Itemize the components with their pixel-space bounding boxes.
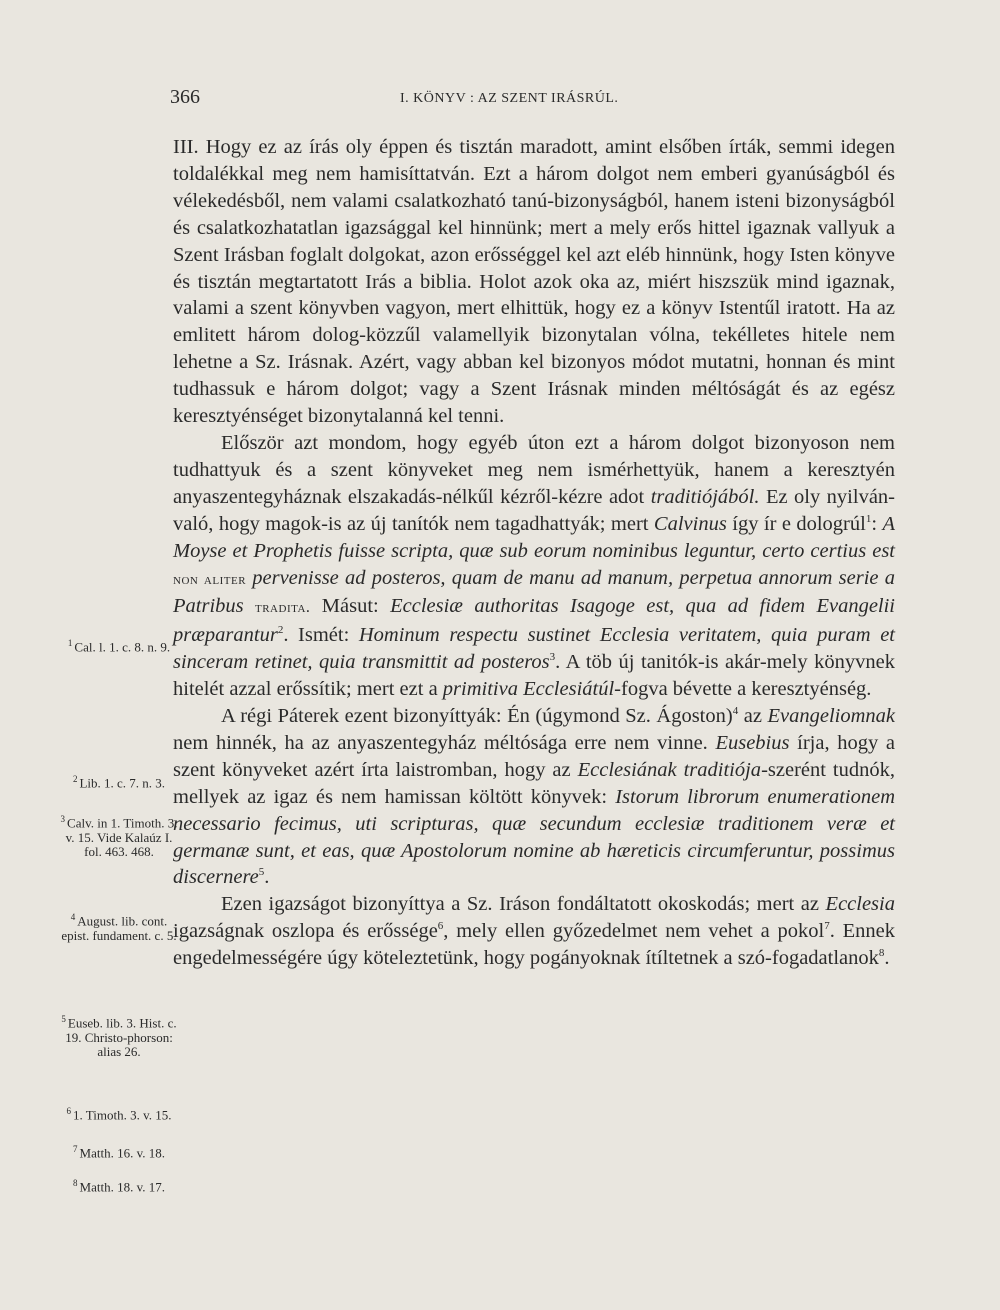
paragraph-1: III. Hogy ez az írás oly éppen és tisztán maradott, amint elsőben írták, semmi idegen toldalékkal meg nem hamisíttatván. Ezt a három dolgot nem emberi gyanúságból és vélekedésből, nem valami csalatkozható tanú-bizonyságból, hanem isteni bizonyságból és csalatkozhatatlan igazsággal kel hinnünk; mert a mely erős hittel igaznak vallyuk a Szent Irásban foglalt dolgokat, azon erősséggel kel azt eléb hinnünk, hogy Isten könyve és tisztán megtartatott Irás a biblia. Holot azok oka az, miért hiszszük mind igaznak, valami a szent könyvben vagyon, mert elhittük, hogy ez a könyv Istentűl iratott. Ha az emlitett három dolog-közzűl valamellyik bizonytalan vólna, tekélletes hitele nem lehetne a Sz. Irásnak. Azért, vagy abban kel bizonyos módot mutatni, honnan és mint tudhassuk e három dolgot; vagy a Szent Irásnak minden méltóságát és az egész keresztyénséget bizonytalanná kel tenni.: [173, 136, 895, 428]
margin-note: [60, 772, 178, 791]
latin-quote: Hominum respectu sustinet Ecclesia veritatem, quia puram et sinceram retinet, quia transmittit ad posteros: [173, 624, 895, 674]
paragraph-2: [173, 430, 895, 703]
text-run: Másut:: [310, 595, 391, 618]
text-run: :: [871, 512, 883, 535]
note-mark: 7: [73, 1144, 78, 1154]
note-text: Calv. in 1. Timoth. 3. v. 15. Vide Kalaúz I. fol. 463. 468.: [65, 815, 178, 860]
italic-run: traditiójából.: [650, 485, 760, 508]
text-run: , mely ellen győzedelmet nem vehet a pokol: [443, 920, 825, 943]
text-run: -szerént tudnók, mellyek az igaz és nem hamissan költött könyvek:: [173, 758, 895, 808]
margin-note: [60, 1142, 178, 1161]
footnote-ref: 7: [824, 920, 830, 933]
latin-quote: Ecclesiæ authoritas Isagoge est, qua ad fidem Evangelii præparantur: [173, 595, 896, 647]
italic-run: primitiva Ecclesiátúl: [442, 678, 615, 701]
main-text: [173, 134, 895, 972]
note-text: Cal. l. 1. c. 8. n. 9.: [74, 639, 171, 655]
margin-note: [60, 636, 178, 655]
note-mark: 3: [60, 814, 66, 824]
footnote-ref: 4: [732, 705, 739, 718]
small-caps-run: tradita.: [255, 599, 311, 617]
footnote-ref: 1: [865, 512, 872, 525]
text-run: Ez oly nyilván-való, hogy magok-is az új tanítók nem tagadhattyák; mert: [173, 485, 895, 535]
footnote-ref: 5: [258, 866, 265, 879]
note-text: Matth. 16. v. 18.: [79, 1145, 165, 1161]
latin-quote: Istorum librorum enumerationem necessario fecimus, uti scripturas, quæ secundum ecclesiæ traditionem veræ et germanæ sunt, et eas, quæ Apostolorum nomine ab hæreticis circumferuntur, possimus discernere: [173, 785, 896, 889]
note-mark: 1: [67, 638, 73, 648]
text-run: . A töb új tanitók-is akár-mely könyvnek hitelét azzal erőssítik; mert ezt a: [173, 651, 895, 701]
text-run: az: [738, 705, 768, 728]
note-mark: 6: [66, 1106, 71, 1116]
note-text: Lib. 1. c. 7. n. 3.: [79, 775, 166, 791]
note-text: August. lib. cont. epist. fundament. c. 5.: [61, 913, 177, 943]
italic-run: Ecclesia: [825, 893, 895, 916]
text-run: . Ismét:: [283, 624, 359, 647]
note-mark: 5: [61, 1014, 66, 1024]
margin-note: [60, 1104, 178, 1123]
small-caps-run: non aliter: [173, 570, 247, 588]
text-run: így ír e dologrúl: [726, 512, 866, 535]
italic-run: Evangeliomnak: [767, 705, 896, 728]
latin-quote: A Moyse et Prophetis fuisse scripta, quæ sub eorum nominibus leguntur, certo certius est: [173, 512, 895, 562]
italic-run: Calvinus: [653, 512, 727, 535]
italic-run: Eusebius: [715, 731, 790, 754]
text-run: Ezen igazságot bizonyíttya a Sz. Iráson fondáltatott okoskodás; mert az: [221, 893, 826, 916]
paragraph-3: [173, 703, 895, 891]
running-title: I. KÖNYV : AZ SZENT IRÁSRÚL.: [400, 91, 619, 106]
page-number: 366: [170, 86, 200, 108]
text-run: igazságnak oszlopa és erőssége: [173, 920, 438, 943]
text-run: -fogva bévette a keresztyénség.: [614, 678, 872, 701]
note-text: 1. Timoth. 3. v. 15.: [73, 1107, 172, 1123]
footnote-ref: 2: [277, 624, 284, 637]
footnote-ref: 8: [878, 947, 885, 960]
text-run: nem hinnék, ha az anyaszentegyház méltósága erre nem vinne.: [173, 731, 716, 754]
note-mark: 8: [73, 1178, 78, 1188]
footnote-ref: 3: [549, 651, 556, 664]
text-run: .: [884, 947, 890, 970]
paragraph-4: [173, 891, 895, 972]
margin-note: [60, 1012, 178, 1060]
note-mark: 2: [72, 774, 78, 784]
text-run: .: [264, 866, 270, 889]
note-text: Euseb. lib. 3. Hist. c. 19. Christo-phorson: alias 26.: [65, 1015, 177, 1060]
margin-note: [60, 1176, 178, 1195]
text-run: írja, hogy a szent könyveket azért írta laistromban, hogy az: [173, 731, 895, 781]
latin-quote: pervenisse ad posteros, quam de manu ad manum, perpetua annorum serie a Patribus: [173, 566, 895, 618]
text-run: Először azt mondom, hogy egyéb úton ezt a három dolgot bizonyoson nem tudhattyuk és a szent könyveket meg nem ismérhettyük, hanem a keresztyén anyaszentegyháznak elszakadás-nélkűl kézről-kézre adot: [173, 431, 895, 508]
page-header: [170, 86, 890, 116]
text-run: A régi Páterek ezent bizonyíttyák: Én (úgymond Sz. Ágoston): [221, 705, 733, 728]
margin-note: [60, 812, 178, 860]
text-run: . Ennek engedelmességére úgy köteleztetünk, hogy pogányoknak ítíltetnek a szó-fogadatlanok: [173, 920, 895, 970]
italic-run: Ecclesiának traditiója: [577, 758, 762, 781]
note-mark: 4: [70, 912, 76, 922]
margin-note: [60, 910, 178, 943]
footnote-ref: 6: [437, 920, 444, 933]
note-text: Matth. 18. v. 17.: [79, 1179, 165, 1195]
